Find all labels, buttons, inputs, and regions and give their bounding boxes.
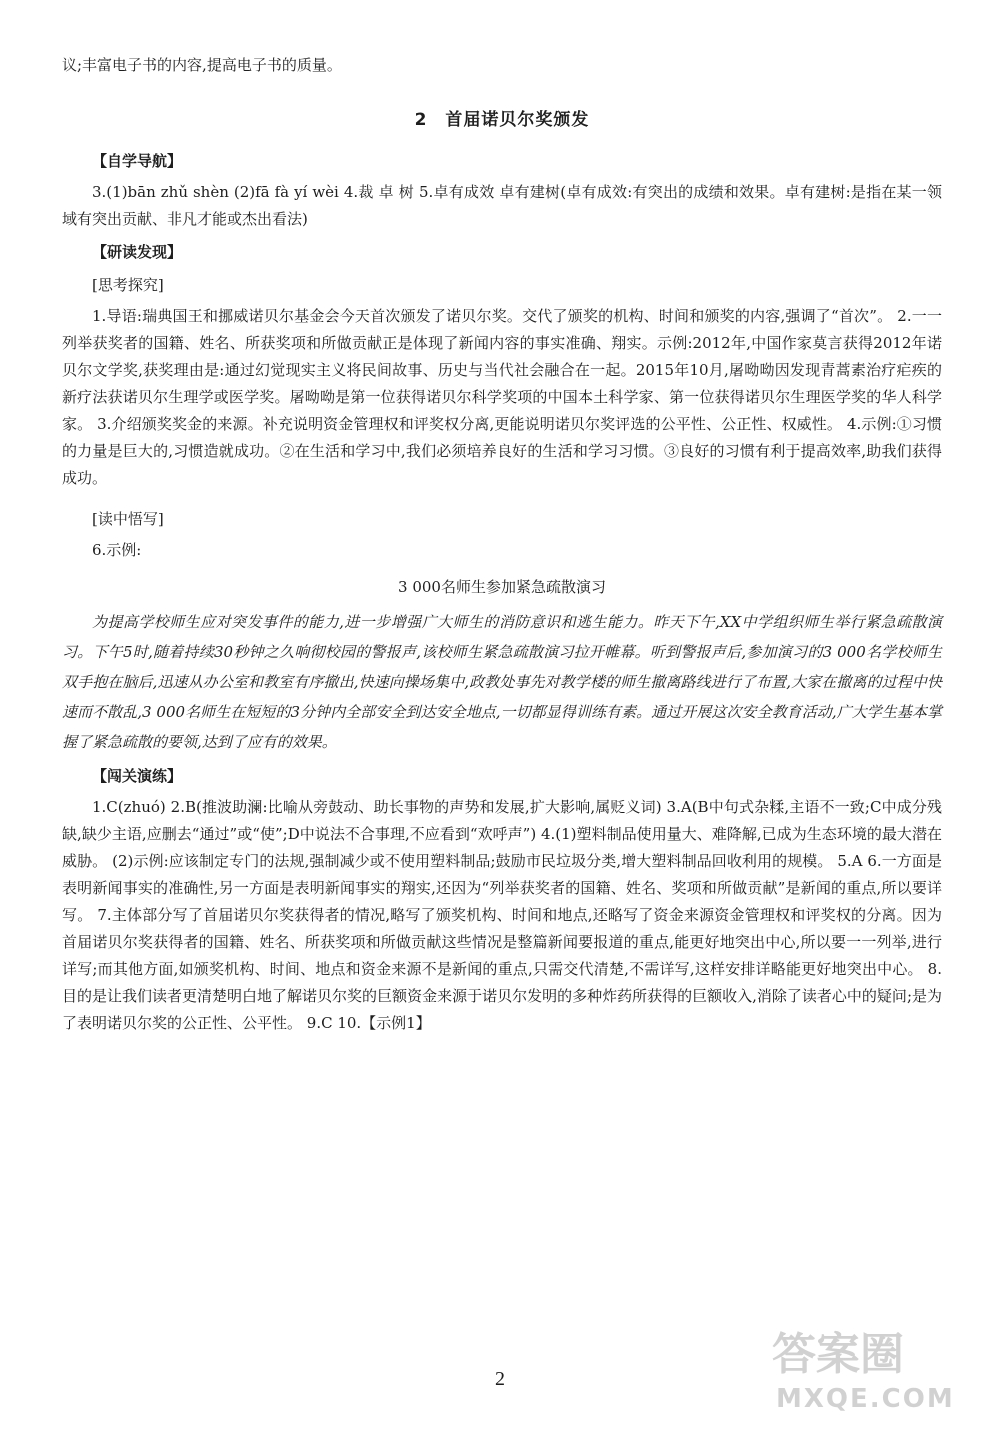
section-title-text: 首届诺贝尔奖颁发 [445,110,590,130]
heading-chuangguan: 【闯关演练】 [92,767,183,785]
chuangguan-paragraph: 1.C(zhuó) 2.B(推波助澜:比喻从旁鼓动、助长事物的声势和发展,扩大影响,属贬义词) 3.A(B中句式杂糅,主语不一致;C中成分残缺,缺少主语,应删去“通过”或“使”;D中说法不合事理,不应看到“欢呼声”) 4.(1)塑料制品使用量大、难降解,已成为生态环境的最大潜在威胁。 (2)示例:应该制定专门的法规,强制减少或不使用塑料制品;鼓励市民垃圾分类,增大塑料制品回收利用的规模。 5.A 6.一方面是表明新闻事实的准确性,另一方面是表明新闻事实的翔实,还因为“列举获奖者的国籍、姓名、奖项和所做贡献”是新闻的重点,所以要详写。 7.主体部分写了首届诺贝尔奖获得者的情况,略写了颁奖机构、时间和地点,还略写了资金来源资金管理权和评奖权的分离。因为首届诺贝尔奖获得者的国籍、姓名、所获奖项和所做贡献这些情况是整篇新闻要报道的重点,能更好地突出中心,所以要一一列举,进行详写;而其他方面,如颁奖机构、时间、地点和资金来源不是新闻的重点,只需交代清楚,不需详写,这样安排详略能更好地突出中心。 8.目的是让我们读者更清楚明白地了解诺贝尔奖的巨额资金来源于诺贝尔发明的多种炸药所获得的巨额收入,消除了读者心中的疑问;是为了表明诺贝尔奖的公正性、公平性。 9.C 10.【示例1】 [62,798,942,1032]
page-number: 2 [495,1368,505,1390]
intro-line: 议;丰富电子书的内容,提高电子书的质量。 [62,56,342,74]
watermark-logo-text: 答案圈 [772,1329,904,1380]
section-number: 2 [414,110,428,130]
subheading-duzhong: [读中悟写] [92,510,164,528]
section-title [62,105,942,130]
duzhong-label: 6.示例: [92,541,142,559]
watermark-logo [758,1317,978,1417]
heading-zixue: 【自学导航】 [92,152,183,170]
heading-yandu: 【研读发现】 [92,243,183,261]
essay-title: 3 000名师生参加紧急疏散演习 [398,578,606,596]
zixue-paragraph: 3.(1)bān zhǔ shèn (2)fā fà yí wèi 4.裁 卓 树 5.卓有成效 卓有建树(卓有成效:有突出的成绩和效果。卓有建树:是指在某一领域有突出贡献、非凡才能或杰出看法) [62,183,942,228]
subheading-sikao: [思考探究] [92,276,164,294]
sikao-paragraph: 1.导语:瑞典国王和挪威诺贝尔基金会今天首次颁发了诺贝尔奖。交代了颁奖的机构、时间和颁奖的内容,强调了“首次”。 2.一一列举获奖者的国籍、姓名、所获奖项和所做贡献正是体现了新闻内容的事实准确、翔实。示例:2012年,中国作家莫言获得2012年诺贝尔文学奖,获奖理由是:通过幻觉现实主义将民间故事、历史与当代社会融合在一起。2015年10月,屠呦呦因发现青蒿素治疗疟疾的新疗法获诺贝尔生理学或医学奖。屠呦呦是第一位获得诺贝尔科学奖项的中国本土科学家、第一位获得诺贝尔生理医学奖的华人科学家。 3.介绍颁奖奖金的来源。补充说明资金管理权和评奖权分离,更能说明诺贝尔奖评选的公平性、公正性、权威性。 4.示例:①习惯的力量是巨大的,习惯造就成功。②在生活和学习中,我们必须培养良好的生活和学习习惯。③良好的习惯有利于提高效率,助我们获得成功。 [62,307,942,487]
watermark-url-text: MXQE.COM [776,1384,955,1414]
document-page [62,52,942,1037]
essay-body: 为提高学校师生应对突发事件的能力,进一步增强广大师生的消防意识和逃生能力。昨天下午,XX中学组织师生举行紧急疏散演习。下午5时,随着持续30秒钟之久响彻校园的警报声,该校师生紧急疏散演习拉开帷幕。听到警报声后,参加演习的3 000名学校师生双手抱在脑后,迅速从办公室和教室有序撤出,快速向操场集中,政教处事先对教学楼的师生撤离路线进行了布置,大家在撤离的过程中快速而不散乱,3 000名师生在短短的3分钟内全部安全到达安全地点,一切都显得训练有素。通过开展这次安全教育活动,广大学生基本掌握了紧急疏散的要领,达到了应有的效果。 [62,613,942,751]
